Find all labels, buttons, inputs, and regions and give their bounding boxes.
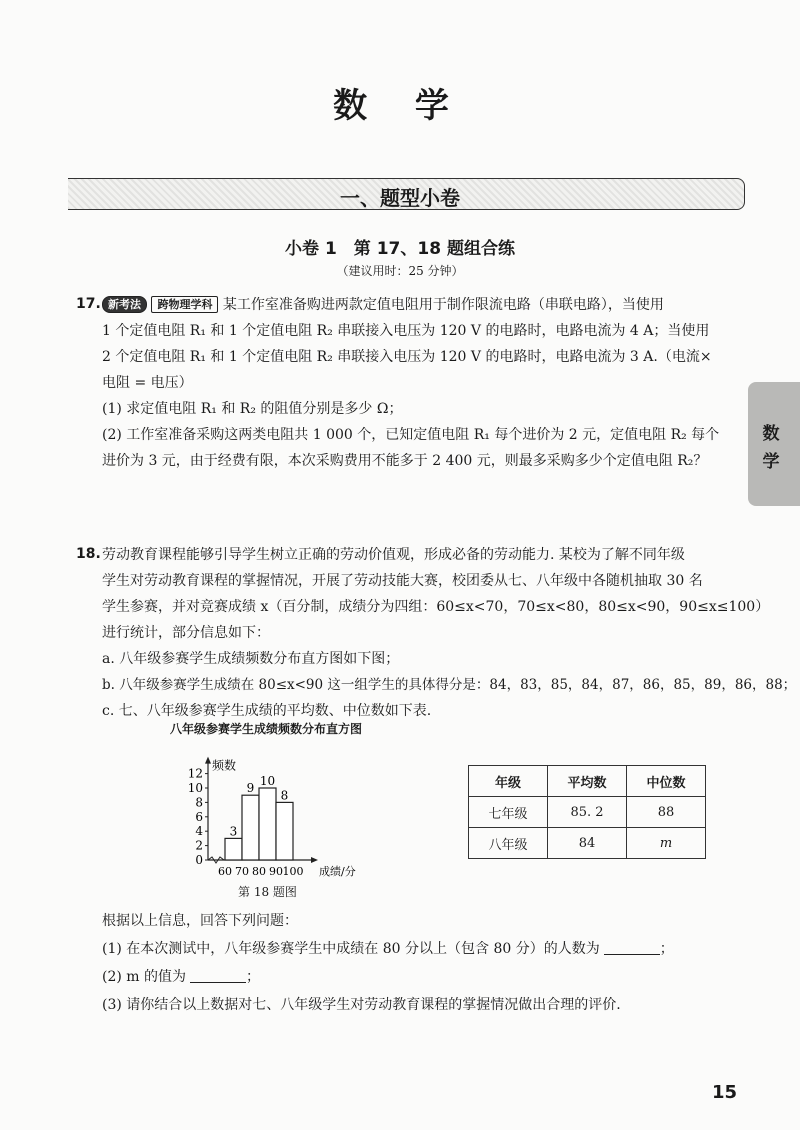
x-tick-label: 60 xyxy=(218,865,232,878)
side-tab-label: 数 学 xyxy=(762,424,780,472)
bar-value-label: 10 xyxy=(259,774,276,788)
sub-question-1: (1) 求定值电阻 R₁ 和 R₂ 的阻值分别是多少 Ω； xyxy=(102,401,403,417)
question-line: 1 个定值电阻 R₁ 和 1 个定值电阻 R₂ 串联接入电压为 120 V 的电路时，电路电流为 4 A；当使用 xyxy=(102,323,710,339)
question-line: 2 个定值电阻 R₁ 和 1 个定值电阻 R₂ 串联接入电压为 120 V 的电路时，电路电流为 3 A.（电流× xyxy=(102,349,712,365)
table-cell: 88 xyxy=(627,797,706,828)
answer-blank xyxy=(604,940,660,955)
table-row xyxy=(469,828,706,859)
question-line: 进价为 3 元，由于经费有限，本次采购费用不能多于 2 400 元，则最多采购多少个定值电阻 R₂？ xyxy=(102,453,708,469)
table-header-cell: 平均数 xyxy=(548,766,627,797)
chart-title: 八年级参赛学生成绩频数分布直方图 xyxy=(170,722,363,736)
quiz-title: 小卷 1 第 17、18 题组合练 xyxy=(285,239,515,259)
histogram-bar xyxy=(242,795,259,860)
x-tick-label: 100 xyxy=(282,865,304,878)
y-tick-label: 8 xyxy=(195,795,203,810)
section-banner-title: 一、题型小卷 xyxy=(340,186,460,210)
y-axis-label: 频数 xyxy=(212,758,237,773)
y-tick-label: 12 xyxy=(187,766,203,781)
question-line: 电阻 = 电压） xyxy=(102,375,193,391)
x-tick-label: 80 xyxy=(252,865,266,878)
stats-table xyxy=(468,765,706,859)
x-tick-label: 70 xyxy=(235,865,249,878)
chart-caption: 第 18 题图 xyxy=(238,885,297,899)
question-line: 进行统计，部分信息如下： xyxy=(102,625,270,641)
table-cell: m xyxy=(627,828,706,859)
info-c: c. 七、八年级参赛学生成绩的平均数、中位数如下表. xyxy=(102,703,432,719)
sub-question-2: (2) m 的值为 ； xyxy=(102,969,261,985)
bar-value-label: 8 xyxy=(280,788,289,803)
y-tick-label: 10 xyxy=(187,781,203,795)
info-a: a. 八年级参赛学生成绩频数分布直方图如下图； xyxy=(102,651,400,667)
sub-question-3: (3) 请你结合以上数据对七、八年级学生对劳动教育课程的掌握情况做出合理的评价. xyxy=(102,997,621,1013)
table-header-cell: 年级 xyxy=(469,766,548,797)
y-axis-arrow xyxy=(205,757,211,764)
y-tick-label: 0 xyxy=(195,853,203,867)
histogram-bar xyxy=(225,838,242,860)
x-tick-label: 90 xyxy=(269,865,283,878)
y-tick-label: 6 xyxy=(195,809,203,824)
question-number: 18. xyxy=(76,546,101,562)
question-line: 学生对劳动教育课程的掌握情况，开展了劳动技能大赛，校团委从七、八年级中各随机抽取 30 名 xyxy=(102,573,703,589)
table-header-cell: 中位数 xyxy=(627,766,706,797)
histogram-chart xyxy=(168,742,398,884)
page-title: 数 学 xyxy=(333,86,467,126)
info-b: b. 八年级参赛学生成绩在 80≤x<90 这一组学生的具体得分是：84，83，85，84，87，86，85，89，86，88； xyxy=(102,677,797,693)
table-cell: 84 xyxy=(548,828,627,859)
cross-subject-badge: 跨物理学科 xyxy=(151,296,218,313)
question-line: 新考法 跨物理学科 某工作室准备购进两款定值电阻用于制作限流电路（串联电路），当使用 xyxy=(102,292,664,318)
table-cell: 八年级 xyxy=(469,828,548,859)
histogram-bar xyxy=(276,802,293,860)
table-row xyxy=(469,797,706,828)
answer-intro: 根据以上信息，回答下列问题： xyxy=(102,913,298,929)
page-number: 15 xyxy=(712,1082,738,1103)
table-header-row xyxy=(469,766,706,797)
question-line: 学生参赛，并对竞赛成绩 x（百分制，成绩分为四组：60≤x<70，70≤x<80，80≤x<90，90≤x≤100） xyxy=(102,599,770,615)
bar-value-label: 3 xyxy=(229,824,238,839)
table-cell: 85. 2 xyxy=(548,797,627,828)
sub-question-1: (1) 在本次测试中，八年级参赛学生中成绩在 80 分以上（包含 80 分）的人数为 ； xyxy=(102,941,674,957)
sub-question-2: (2) 工作室准备采购这两类电阻共 1 000 个，已知定值电阻 R₁ 每个进价为 2 元，定值电阻 R₂ 每个 xyxy=(102,427,720,443)
y-tick-label: 4 xyxy=(195,824,203,839)
x-axis-label: 成绩/分 xyxy=(319,865,356,878)
bar-value-label: 9 xyxy=(246,781,255,796)
question-line: 劳动教育课程能够引导学生树立正确的劳动价值观，形成必备的劳动能力. 某校为了解不同年级 xyxy=(102,547,685,563)
answer-blank xyxy=(190,968,246,983)
x-axis-arrow xyxy=(311,857,318,863)
new-exam-badge: 新考法 xyxy=(102,296,147,313)
histogram-bar xyxy=(259,788,276,860)
table-cell: 七年级 xyxy=(469,797,548,828)
question-number: 17. xyxy=(76,296,101,312)
time-note: （建议用时：25 分钟） xyxy=(336,264,464,278)
y-tick-label: 2 xyxy=(195,838,203,853)
